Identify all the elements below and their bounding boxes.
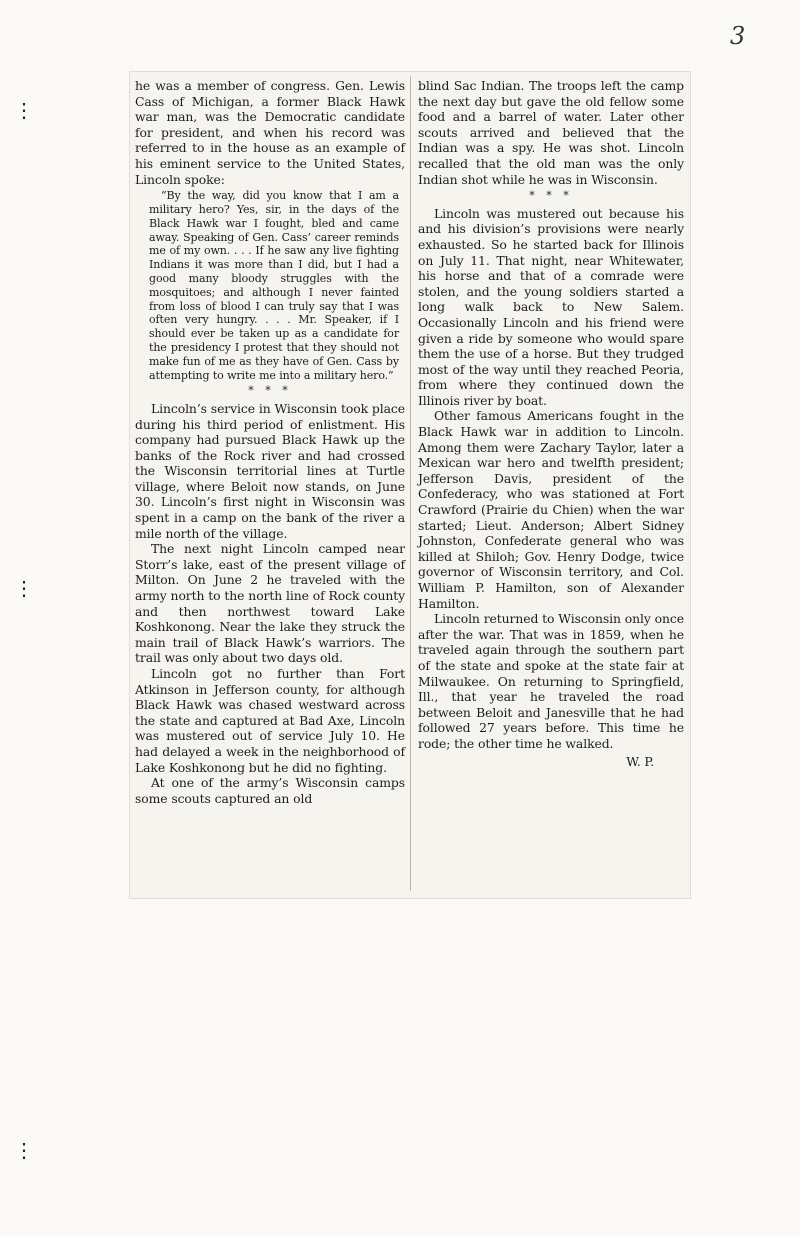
punch-hole-mark-bottom: ⋮ bbox=[14, 1138, 34, 1162]
newspaper-clipping bbox=[130, 72, 690, 898]
right-paragraph-4: Lincoln returned to Wisconsin only once after the war. That was in 1859, when he traveled again through the southern part of the state and spoke at the state fair at Milwaukee. On returning to Springfield, Ill., that year he traveled the road between Beloit and Janesville that he had followed 27 years before. This time he rode; the other time he walked. bbox=[418, 611, 684, 751]
left-column bbox=[135, 78, 405, 806]
section-separator: * * * bbox=[529, 189, 573, 203]
left-paragraph-5: At one of the army’s Wisconsin camps some scouts captured an old bbox=[135, 775, 405, 806]
punch-hole-mark-middle: ⋮ bbox=[14, 576, 34, 600]
right-paragraph-2: Lincoln was mustered out because his and his division’s provisions were nearly exhausted. So he started back for Illinois on July 11. That night, near Whitewater, his horse and that of a comrade were stolen, and the young soldiers started a long walk back to New Salem. Occasionally Lincoln and his friend were given a ride by someone who would spare them the use of a horse. But they trudged most of the way until they reached Peoria, from where they continued down the Illinois river by boat. bbox=[418, 205, 684, 408]
quote-text: “By the way, did you know that I am a military hero? Yes, sir, in the days of the Black Hawk war I fought, bled and came away. Speaking of Gen. Cass’ career reminds me of my own. . . . If he saw any live fighting Indians it was more than I did, but I had a good many bloody struggles with the mosquitoes; and although I never fainted from loss of blood I can truly say that I was often very hungry. . . . Mr. Speaker, if I should ever be taken up as a candidate for the presidency I protest that they should not make fun of me as they have of Gen. Cass by attempting to write me into a military hero.” bbox=[149, 189, 399, 382]
right-column bbox=[418, 78, 684, 769]
left-paragraph-1: he was a member of congress. Gen. Lewis Cass of Michigan, a former Black Hawk war man, was the Democratic candidate for president, and when his record was referred to in the house as an example of his eminent service to the United States, Lincoln spoke: bbox=[135, 78, 405, 187]
author-signature: W. P. bbox=[626, 753, 654, 769]
section-separator: * * * bbox=[248, 384, 292, 398]
lincoln-quote bbox=[149, 189, 399, 382]
page-number: 3 bbox=[730, 22, 746, 50]
left-paragraph-4: Lincoln got no further than Fort Atkinson in Jefferson county, for although Black Hawk was chased westward across the state and captured at Bad Axe, Lincoln was mustered out of service July 10. He had delayed a week in the neighborhood of Lake Koshkonong but he did no fighting. bbox=[135, 666, 405, 775]
left-paragraph-3: The next night Lincoln camped near Storr’s lake, east of the present village of Milton. On June 2 he traveled with the army north to the north line of Rock county and then northwest toward Lake Koshkonong. Near the lake they struck the main trail of Black Hawk’s warriors. The trail was only about two days old. bbox=[135, 541, 405, 666]
right-paragraph-3: Other famous Americans fought in the Black Hawk war in addition to Lincoln. Among them were Zachary Taylor, later a Mexican war hero and twelfth president; Jefferson Davis, president of the Confederacy, who was stationed at Fort Crawford (Prairie du Chien) when the war started; Lieut. Anderson; Albert Sidney Johnston, Confederate general who was killed at Shiloh; Gov. Henry Dodge, twice governor of Wisconsin territory, and Col. William P. Hamilton, son of Alexander Hamilton. bbox=[418, 408, 684, 611]
column-divider bbox=[410, 76, 411, 891]
left-paragraph-2: Lincoln’s service in Wisconsin took place during his third period of enlistment. His company had pursued Black Hawk up the banks of the Rock river and had crossed the Wisconsin territorial lines at Turtle village, where Beloit now stands, on June 30. Lincoln’s first night in Wisconsin was spent in a camp on the bank of the river a mile north of the village. bbox=[135, 400, 405, 541]
punch-hole-mark-top: ⋮ bbox=[14, 98, 34, 122]
right-paragraph-1: blind Sac Indian. The troops left the camp the next day but gave the old fellow some food and a barrel of water. Later other scouts arrived and believed that the Indian was a spy. He was shot. Lincoln recalled that the old man was the only Indian shot while he was in Wisconsin. bbox=[418, 78, 684, 187]
